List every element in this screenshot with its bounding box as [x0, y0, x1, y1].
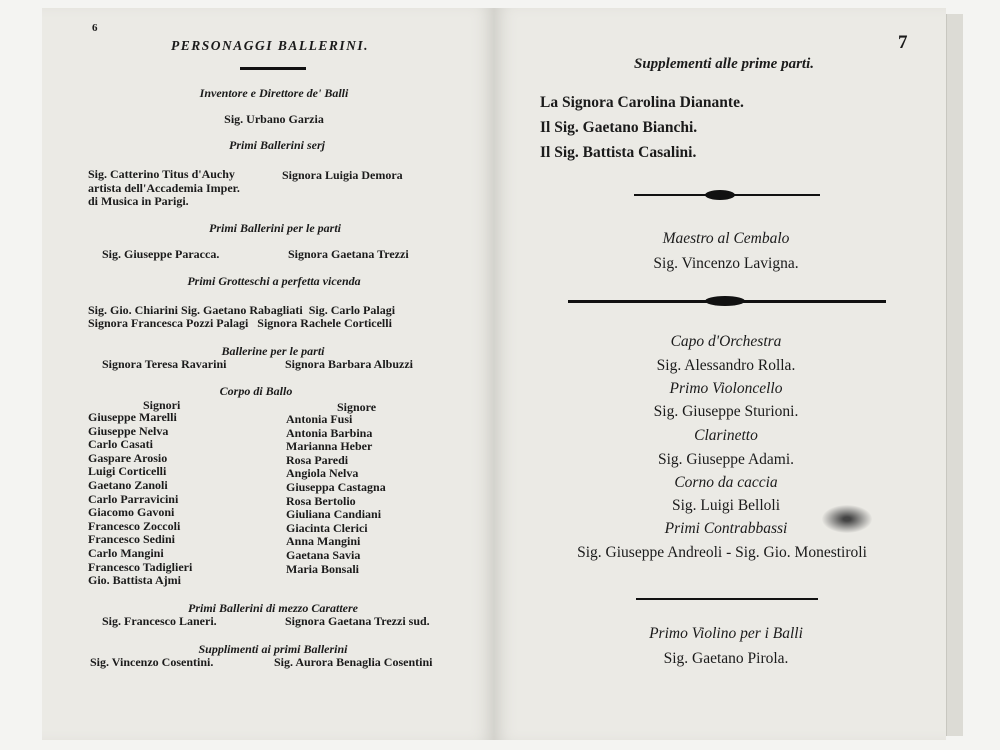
name-line: Signora Luigia Demora [282, 168, 403, 182]
section-heading: Corno da caccia [674, 474, 778, 491]
section-heading: Primi Ballerini di mezzo Carattere [187, 601, 359, 615]
section-heading: Supplementi alle prime parti. [633, 56, 815, 72]
seri-left: Sig. Catterino Titus d'Auchy artista dell'Accademia Imper. di Musica in Parigi. [88, 167, 240, 209]
section-heading: Primo Violino per i Balli [649, 625, 803, 642]
name-line: Sig. Gaetano Pirola. [663, 650, 789, 667]
column-heading: Signori [143, 398, 181, 412]
section-heading: Clarinetto [694, 427, 758, 444]
name-line: Sig. Urbano Garzia [224, 112, 324, 126]
name-line: Signora Teresa Ravarini [102, 357, 227, 371]
divider [240, 67, 306, 70]
name-line: Sig. Giuseppe Adami. [657, 451, 795, 468]
name-line: Signora Barbara Albuzzi [285, 357, 414, 371]
section-heading: Primi Contrabbassi [664, 520, 788, 537]
name-line: Sig. Francesco Laneri. [102, 614, 217, 628]
section-heading: Ballerine per le parti [221, 344, 325, 358]
name-line: Signora Gaetana Trezzi sud. [285, 614, 430, 628]
section-heading: Primi Ballerini serj [228, 138, 326, 152]
page-number: 7 [898, 32, 908, 53]
page-number: 6 [92, 22, 98, 34]
section-heading: Inventore e Direttore de' Balli [199, 86, 349, 100]
name-line: Sig. Alessandro Rolla. [656, 357, 796, 374]
section-heading: Maestro al Cembalo [662, 230, 790, 247]
name-line: Sig. Giuseppe Andreoli - Sig. Gio. Monestiroli [577, 544, 867, 561]
column-heading: Signore [337, 400, 377, 414]
ornament [705, 296, 745, 306]
section-heading: Primi Ballerini per le parti [208, 221, 342, 235]
name-line: Il Sig. Battista Casalini. [540, 144, 697, 161]
ornament [705, 190, 735, 200]
name-line: Sig. Giuseppe Sturioni. [653, 403, 799, 420]
name-line: Sig. Gio. Chiarini Sig. Gaetano Rabagliati Sig. Carlo Palagi [88, 303, 396, 317]
section-heading: Supplimenti ai primi Ballerini [198, 642, 348, 656]
name-line: Sig. Aurora Benaglia Cosentini [274, 655, 433, 669]
name-line: Il Sig. Gaetano Bianchi. [540, 119, 698, 136]
name-line: Sig. Luigi Belloli [671, 497, 781, 514]
section-heading: Corpo di Ballo [219, 384, 293, 398]
section-heading: Primi Grotteschi a perfetta vicenda [187, 274, 361, 288]
name-line: La Signora Carolina Dianante. [540, 94, 744, 111]
name-line: Sig. Vincenzo Cosentini. [90, 655, 214, 669]
name-line: Sig. Giuseppe Paracca. [102, 247, 220, 261]
signori-list: Giuseppe Marelli Giuseppe Nelva Carlo Casati Gaspare Arosio Luigi Corticelli Gaetano Zanoli Carlo Parravicini Giacomo Gavoni Francesco Zoccoli Francesco Sedini Carlo Mangini Francesco Tadiglieri Gio. Battista Ajmi [88, 410, 193, 588]
page-title: PERSONAGGI BALLERINI. [170, 38, 370, 53]
name-line: Signora Gaetana Trezzi [288, 247, 409, 261]
section-heading: Capo d'Orchestra [670, 333, 782, 350]
divider [636, 598, 818, 600]
ink-stain [822, 505, 872, 533]
page-edges [946, 14, 963, 736]
section-heading: Primo Violoncello [669, 380, 783, 397]
signore-list: Antonia Fusi Antonia Barbina Marianna Heber Rosa Paredi Angiola Nelva Giuseppa Castagna Rosa Bertolio Giuliana Candiani Giacinta Clerici Anna Mangini Gaetana Savia Maria Bonsali [286, 412, 386, 576]
name-line: Sig. Vincenzo Lavigna. [653, 255, 799, 272]
name-line: Signora Francesca Pozzi Palagi Signora Rachele Corticelli [88, 316, 392, 330]
